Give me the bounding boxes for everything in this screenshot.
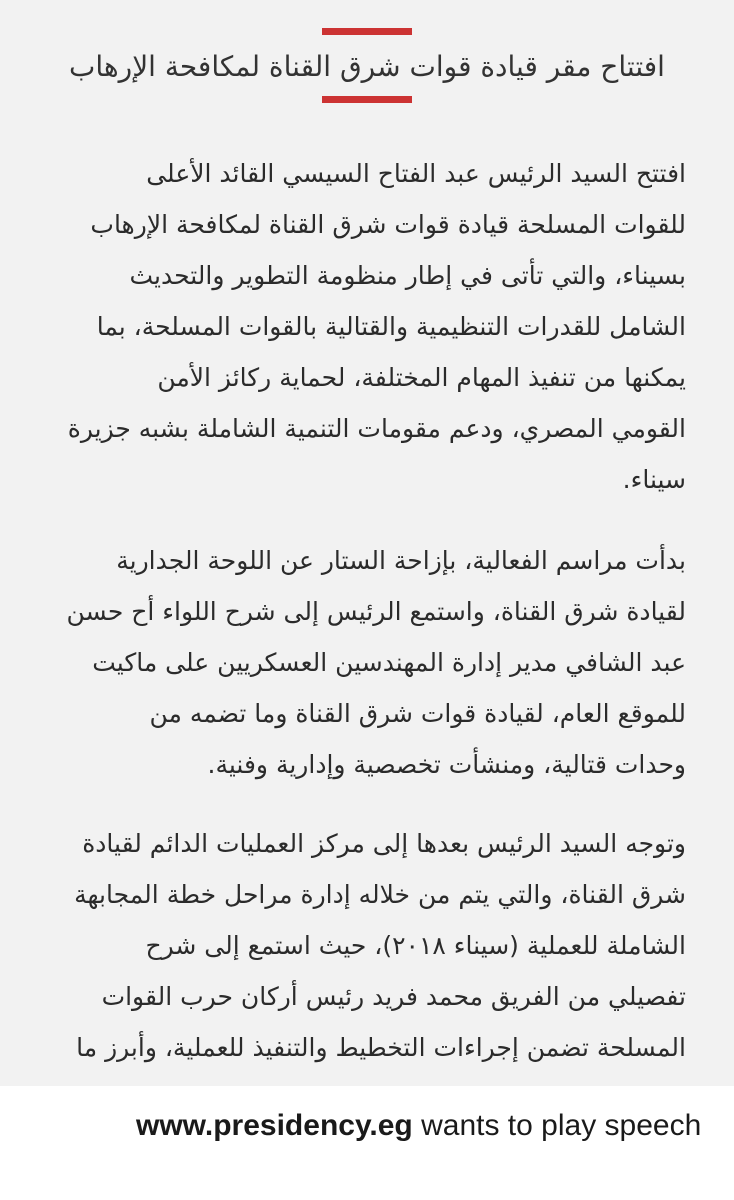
paragraph-3	[46, 818, 686, 1073]
paragraph-1	[46, 148, 686, 505]
paragraph-line: الشامل للقدرات التنظيمية والقتالية بالقوات المسلحة، بما	[96, 312, 686, 341]
paragraph-2	[46, 535, 686, 790]
paragraph-line: افتتح السيد الرئيس عبد الفتاح السيسي القائد الأعلى	[146, 159, 686, 188]
paragraph-line: القومي المصري، ودعم مقومات التنمية الشاملة بشبه جزيرة	[67, 414, 686, 443]
page-title: افتتاح مقر قيادة قوات شرق القناة لمكافحة الإرهاب	[69, 50, 665, 83]
paragraph-line: بسيناء، والتي تأتى في إطار منظومة التطوير والتحديث	[129, 261, 686, 290]
paragraph-line: سيناء.	[622, 465, 686, 494]
banner-message	[136, 1106, 701, 1146]
paragraph-line: يمكنها من تنفيذ المهام المختلفة، لحماية ركائز الأمن	[157, 363, 686, 392]
speech-permission-banner[interactable]	[0, 1086, 734, 1200]
banner-message-text: wants to play speech	[412, 1109, 702, 1142]
paragraph-line: تفصيلي من الفريق محمد فريد رئيس أركان حرب القوات	[101, 982, 686, 1011]
banner-domain: www.presidency.eg	[136, 1109, 413, 1142]
title-bottom-rule	[322, 96, 412, 103]
paragraph-line: وتوجه السيد الرئيس بعدها إلى مركز العمليات الدائم لقيادة	[82, 829, 686, 858]
paragraph-line: الشاملة للعملية (سيناء ٢٠١٨)، حيث استمع إلى شرح	[145, 931, 686, 960]
paragraph-line: عبد الشافي مدير إدارة المهندسين العسكريين على ماكيت	[92, 648, 686, 677]
title-top-rule	[322, 28, 412, 35]
paragraph-line: المسلحة تضمن إجراءات التخطيط والتنفيذ للعملية، وأبرز ما	[76, 1033, 686, 1062]
paragraph-line: وحدات قتالية، ومنشأت تخصصية وإدارية وفنية.	[207, 750, 686, 779]
paragraph-line: لقيادة شرق القناة، واستمع الرئيس إلى شرح اللواء أح حسن	[66, 597, 686, 626]
paragraph-line: للموقع العام، لقيادة قوات شرق القناة وما تضمه من	[149, 699, 686, 728]
paragraph-line: بدأت مراسم الفعالية، بإزاحة الستار عن اللوحة الجدارية	[116, 546, 686, 575]
paragraph-line: للقوات المسلحة قيادة قوات شرق القناة لمكافحة الإرهاب	[90, 210, 686, 239]
paragraph-line: شرق القناة، والتي يتم من خلاله إدارة مراحل خطة المجابهة	[74, 880, 686, 909]
